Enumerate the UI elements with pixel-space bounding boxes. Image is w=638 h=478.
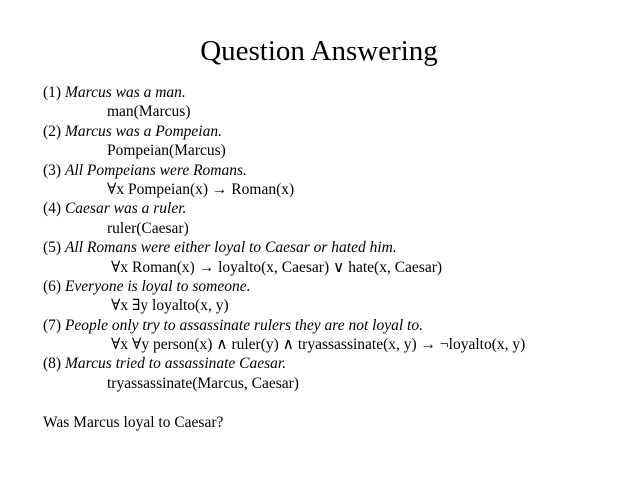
- statement-1: [43, 83, 633, 102]
- statement-text: Caesar was a ruler.: [64, 200, 187, 218]
- formula-8: tryassassinate(Marcus, Caesar): [107, 374, 299, 392]
- statement-text: People only try to assassinate rulers they are not loyal to.: [64, 316, 423, 334]
- slide-title: Question Answering: [200, 35, 438, 67]
- statement-text: Marcus tried to assassinate Caesar.: [64, 355, 287, 373]
- statement-4: [43, 199, 633, 218]
- statement-number: (8): [43, 355, 65, 373]
- formula-1: man(Marcus): [107, 103, 191, 121]
- statement-number: (2): [43, 122, 65, 140]
- formula-5: ∀x Roman(x) → loyalto(x, Caesar) ∨ hate(x, Caesar): [111, 258, 443, 276]
- statement-2: [43, 122, 633, 141]
- formula-4: ruler(Caesar): [107, 219, 189, 237]
- formula-7: ∀x ∀y person(x) ∧ ruler(y) ∧ tryassassinate(x, y) → ¬loyalto(x, y): [111, 336, 526, 354]
- statement-number: (7): [43, 316, 65, 334]
- statement-text: All Pompeians were Romans.: [64, 161, 247, 179]
- statement-3: [43, 161, 633, 180]
- spacer: [43, 393, 633, 412]
- formula-6: ∀x ∃y loyalto(x, y): [111, 297, 229, 315]
- statement-number: (5): [43, 239, 65, 257]
- formula-3: ∀x Pompeian(x) → Roman(x): [107, 180, 295, 198]
- statement-text: Everyone is loyal to someone.: [64, 277, 251, 295]
- statement-8: [43, 354, 633, 373]
- question: Was Marcus loyal to Caesar?: [43, 413, 224, 431]
- statement-number: (6): [43, 277, 65, 295]
- statement-6: [43, 277, 633, 296]
- statement-text: All Romans were either loyal to Caesar or hated him.: [64, 239, 397, 257]
- formula-2: Pompeian(Marcus): [107, 142, 226, 160]
- statement-text: Marcus was a Pompeian.: [64, 122, 222, 140]
- slide-content: [43, 83, 633, 432]
- statement-number: (4): [43, 200, 65, 218]
- statement-number: (1): [43, 84, 65, 101]
- statement-5: [43, 238, 633, 257]
- statement-text: Marcus was a man.: [64, 84, 186, 101]
- statement-number: (3): [43, 161, 65, 179]
- statement-7: [43, 316, 633, 335]
